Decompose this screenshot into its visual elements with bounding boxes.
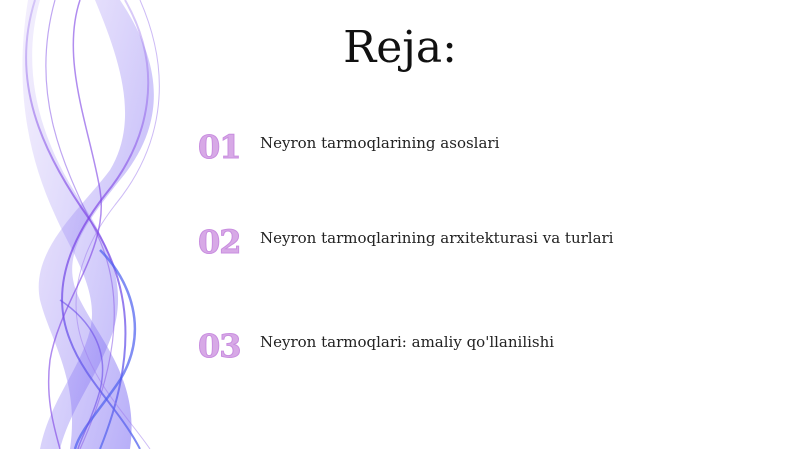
agenda-item-number: 01 — [198, 128, 241, 166]
agenda-item-text: Neyron tarmoqlari: amaliy qo'llanilishi — [260, 333, 555, 351]
purple-smoke-ribbon-decoration — [0, 0, 200, 449]
slide-title: Reja: — [343, 22, 457, 73]
agenda-item-text: Neyron tarmoqlarining arxitekturasi va turlari — [260, 229, 614, 247]
agenda-item — [198, 326, 758, 366]
agenda-item — [198, 127, 758, 167]
agenda-item-number: 03 — [198, 327, 241, 365]
agenda-item-text: Neyron tarmoqlarining asoslari — [260, 134, 500, 152]
agenda-item-number: 02 — [198, 223, 241, 261]
agenda-item — [198, 222, 758, 262]
